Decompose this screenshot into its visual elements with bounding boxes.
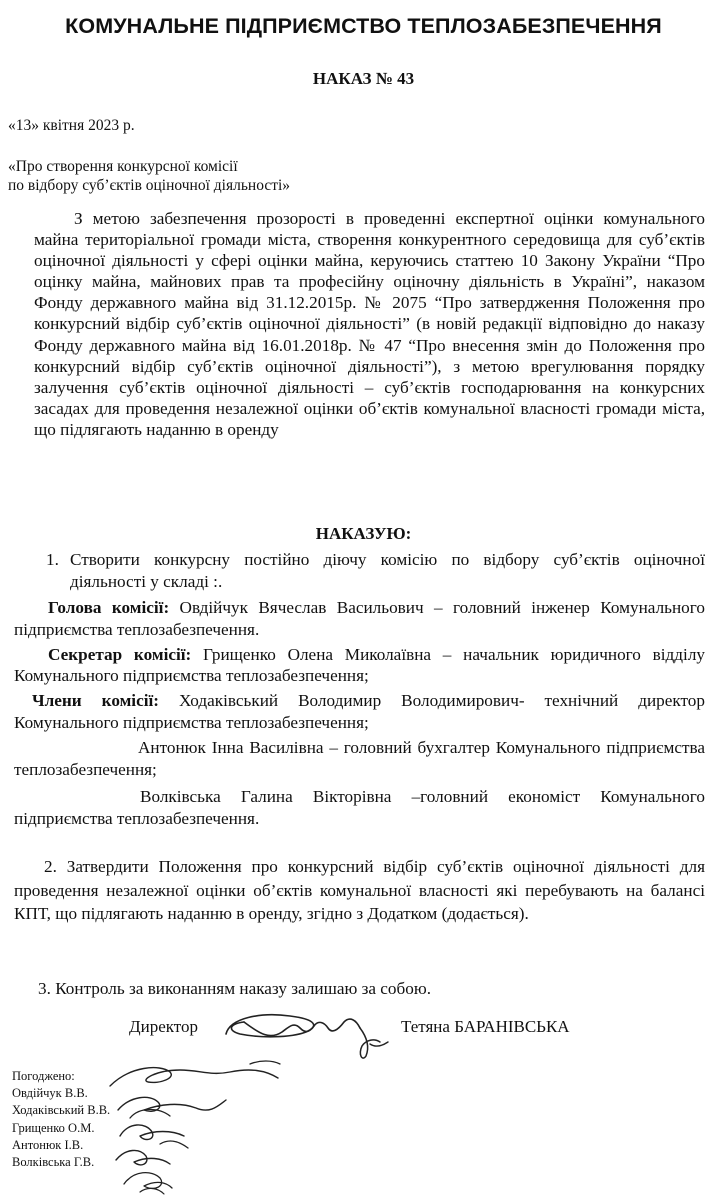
commission-secretary bbox=[14, 644, 705, 686]
director-signature bbox=[220, 1004, 395, 1064]
member-1-text: Ходаківський Володимир Володимирович- технічний директор Комунального підприємства теплозабезпечення; bbox=[14, 691, 705, 732]
commission-member-1 bbox=[14, 690, 705, 734]
item-1-content: Створити конкурсну постійно діючу комісію по відбору суб’єктів оціночної діяльності у складі :. bbox=[70, 550, 705, 591]
item-3-paragraph: 3. Контроль за виконанням наказу залишаю за собою. bbox=[38, 979, 432, 998]
chair-text: Овдійчук Вячеслав Васильович – головний інженер Комунального підприємства теплозабезпечення. bbox=[14, 598, 705, 639]
item-1-number: 1. bbox=[46, 550, 59, 569]
signatory-position: Директор bbox=[129, 1017, 198, 1036]
secretary-text: Грищенко Олена Миколаївна – начальник юридичного відділу Комунального підприємства теплозабезпечення; bbox=[14, 645, 705, 685]
order-directive-heading: НАКАЗУЮ: bbox=[315, 524, 412, 543]
subject-line-2: по відбору суб’єктів оціночної діяльності» bbox=[8, 177, 291, 194]
approver-3: Грищенко О.М. bbox=[12, 1120, 95, 1135]
approver-4: Антонюк І.В. bbox=[12, 1137, 84, 1152]
members-label: Члени комісії: bbox=[32, 691, 159, 710]
commission-chair bbox=[14, 597, 705, 641]
order-date: «13» квітня 2023 р. bbox=[8, 117, 135, 134]
member-2-text: Антонюк Інна Василівна – головний бухгалтер Комунального підприємства теплозабезпечення; bbox=[14, 738, 705, 779]
organization-title: КОМУНАЛЬНЕ ПІДПРИЄМСТВО ТЕПЛОЗАБЕЗПЕЧЕННЯ bbox=[65, 14, 662, 38]
chair-label: Голова комісії: bbox=[48, 598, 170, 617]
approval-signatures bbox=[100, 1056, 300, 1196]
item-1-text bbox=[70, 549, 705, 593]
order-subject bbox=[8, 157, 290, 195]
approval-title: Погоджено: bbox=[12, 1069, 75, 1083]
commission-member-3 bbox=[14, 786, 705, 830]
approver-1: Овдійчук В.В. bbox=[12, 1086, 88, 1101]
signatory-name: Тетяна БАРАНІВСЬКА bbox=[401, 1017, 570, 1036]
preamble-paragraph: З метою забезпечення прозорості в проведенні експертної оцінки комунального майна територіальної громади міста, створення конкурентного середовища для суб’єктів оціночної діяльності у сфері оцінки майна, керуючись статтею 10 Закону України “Про оцінку майна, майнових прав та професійну оціночну діяльність в Україні”, наказом Фонду державного майна від 31.12.2015р. № 2075 “Про затвердження Положення про конкурсний відбір суб’єктів оціночної діяльності” (в новій редакції відповідно до наказу Фонду державного майна від 16.01.2018р. № 47 “Про внесення змін до Положення про конкурсний відбір суб’єктів оціночної діяльності”), з метою врегулювання порядку залучення суб’єктів оціночної діяльності – суб’єктів господарювання на конкурсних засадах для проведення незалежної оцінки об’єктів комунальної власності громади міста, що підлягають наданню в оренду bbox=[34, 209, 705, 439]
secretary-label: Секретар комісії: bbox=[48, 645, 192, 664]
order-title: НАКАЗ № 43 bbox=[312, 69, 415, 88]
member-3-text: Волківська Галина Вікторівна –головний економіст Комунального підприємства теплозабезпечення. bbox=[14, 787, 705, 828]
commission-member-2 bbox=[14, 737, 705, 781]
item-2-paragraph: 2. Затвердити Положення про конкурсний відбір суб’єктів оціночної діяльності для проведення незалежної оцінки об’єктів комунальної власності які перебувають на балансі КПТ, що підлягають наданню в оренду, згідно з Додатком (додається). bbox=[14, 857, 705, 923]
approval-block bbox=[12, 1068, 110, 1171]
subject-line-1: «Про створення конкурсної комісії bbox=[8, 158, 238, 175]
approver-5: Волківська Г.В. bbox=[12, 1155, 95, 1170]
approver-2: Ходаківський В.В. bbox=[12, 1103, 111, 1118]
